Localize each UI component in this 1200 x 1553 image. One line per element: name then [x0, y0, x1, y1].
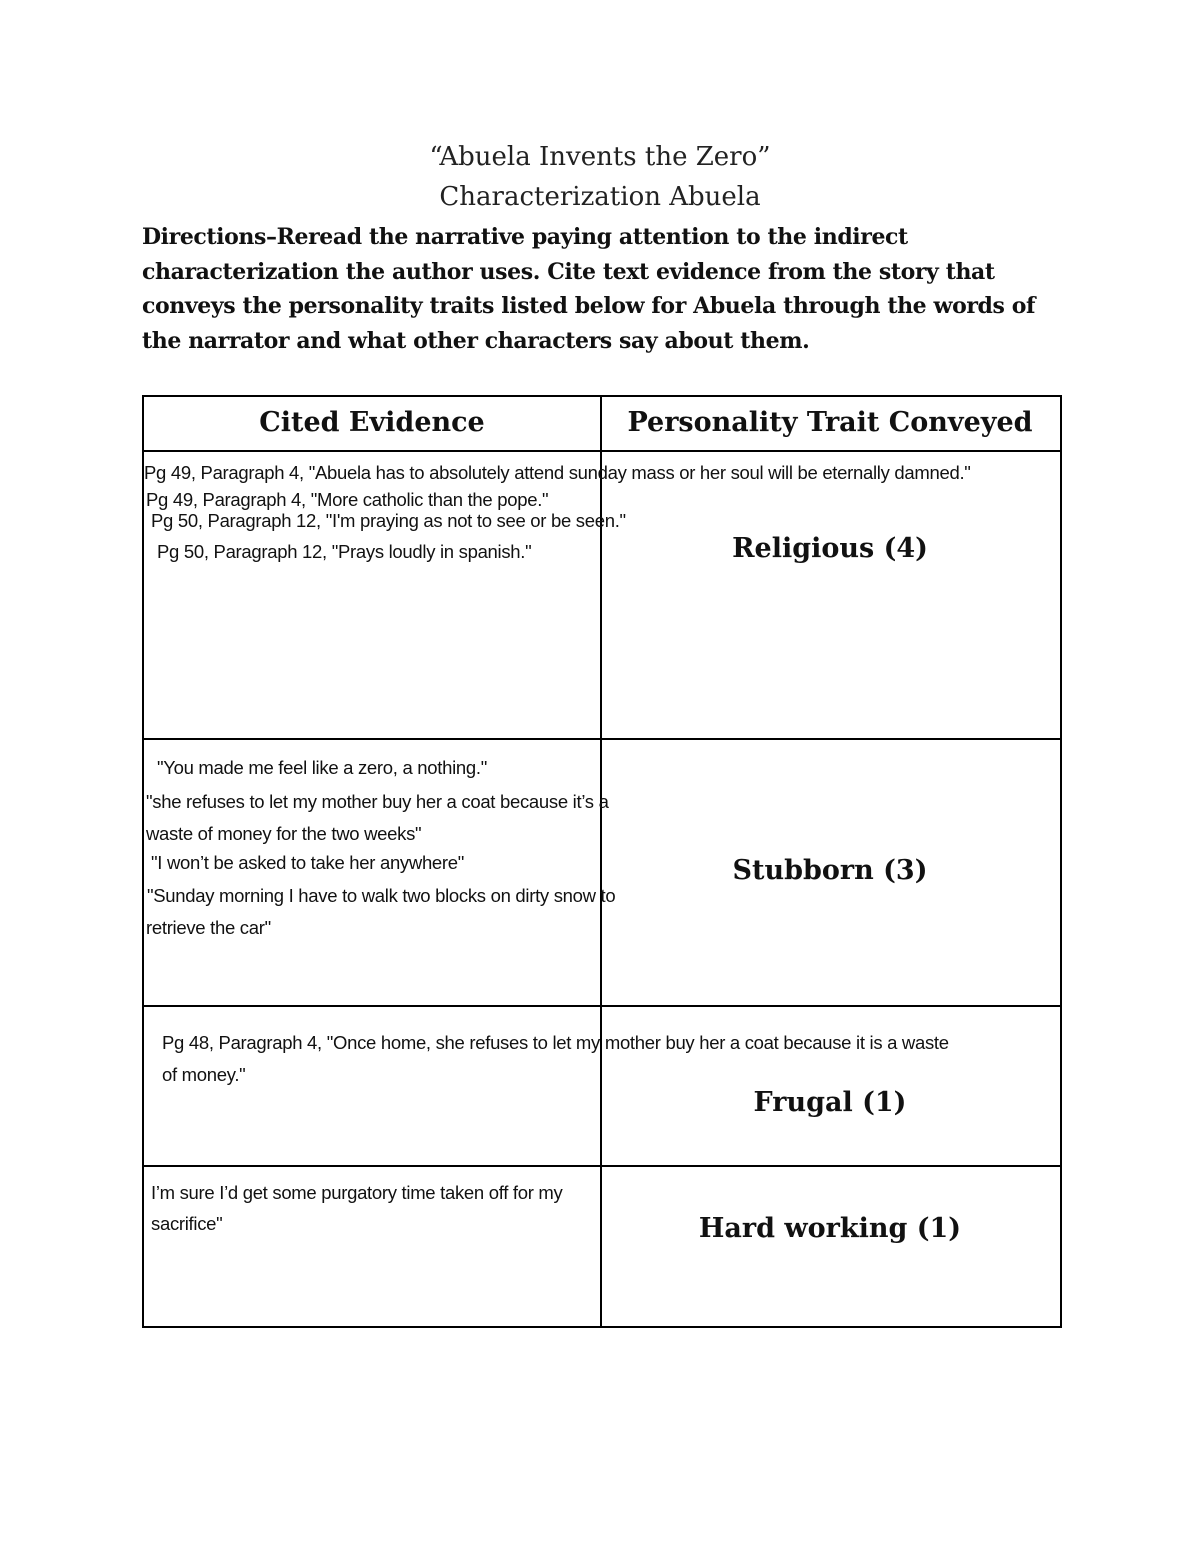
table-row-divider [142, 738, 1062, 740]
evidence-line: I’m sure I’d get some purgatory time taken off for my [151, 1182, 563, 1203]
table-row-divider [142, 1005, 1062, 1007]
trait-stubborn: Stubborn (3) [732, 855, 928, 886]
trait-religious: Religious (4) [732, 533, 928, 564]
evidence-line: Pg 48, Paragraph 4, "Once home, she refuses to let my mother buy her a coat because it is a waste [162, 1032, 949, 1053]
evidence-line: "Sunday morning I have to walk two blocks on dirty snow to [147, 885, 616, 906]
directions-line: the narrator and what other characters say about them. [142, 327, 810, 354]
evidence-line: retrieve the car" [146, 917, 271, 938]
evidence-line: Pg 49, Paragraph 4, "Abuela has to absolutely attend sunday mass or her soul will be eternally damned." [144, 462, 971, 483]
table-header-divider [142, 450, 1062, 452]
table-row-divider [142, 1165, 1062, 1167]
table-border-right [1060, 395, 1062, 1328]
table-border-bottom [142, 1326, 1062, 1328]
trait-frugal: Frugal (1) [753, 1087, 907, 1118]
evidence-line: "I won’t be asked to take her anywhere" [151, 852, 465, 873]
document-subtitle: Characterization Abuela [439, 182, 761, 212]
directions-paragraph [142, 220, 1062, 358]
directions-line: characterization the author uses. Cite text evidence from the story that [142, 258, 995, 285]
header-personality-trait: Personality Trait Conveyed [627, 407, 1033, 438]
evidence-line: waste of money for the two weeks" [146, 823, 422, 844]
evidence-line: "she refuses to let my mother buy her a coat because it’s a [146, 791, 609, 812]
evidence-line: of money." [162, 1064, 246, 1085]
evidence-line: "You made me feel like a zero, a nothing." [157, 757, 487, 778]
trait-hard-working: Hard working (1) [698, 1213, 962, 1244]
evidence-line: Pg 50, Paragraph 12, "I'm praying as not to see or be seen." [151, 510, 626, 531]
table-border-left [142, 395, 144, 1328]
header-cited-evidence: Cited Evidence [259, 407, 485, 438]
document-title: “Abuela Invents the Zero” [429, 142, 771, 172]
evidence-line: Pg 49, Paragraph 4, "More catholic than the pope." [146, 489, 549, 510]
table-border-top [142, 395, 1062, 397]
evidence-line: Pg 50, Paragraph 12, "Prays loudly in spanish." [157, 541, 532, 562]
evidence-line: sacrifice" [151, 1213, 223, 1234]
directions-line: Directions–Reread the narrative paying attention to the indirect [142, 224, 908, 250]
directions-line: conveys the personality traits listed below for Abuela through the words of [142, 293, 1036, 319]
